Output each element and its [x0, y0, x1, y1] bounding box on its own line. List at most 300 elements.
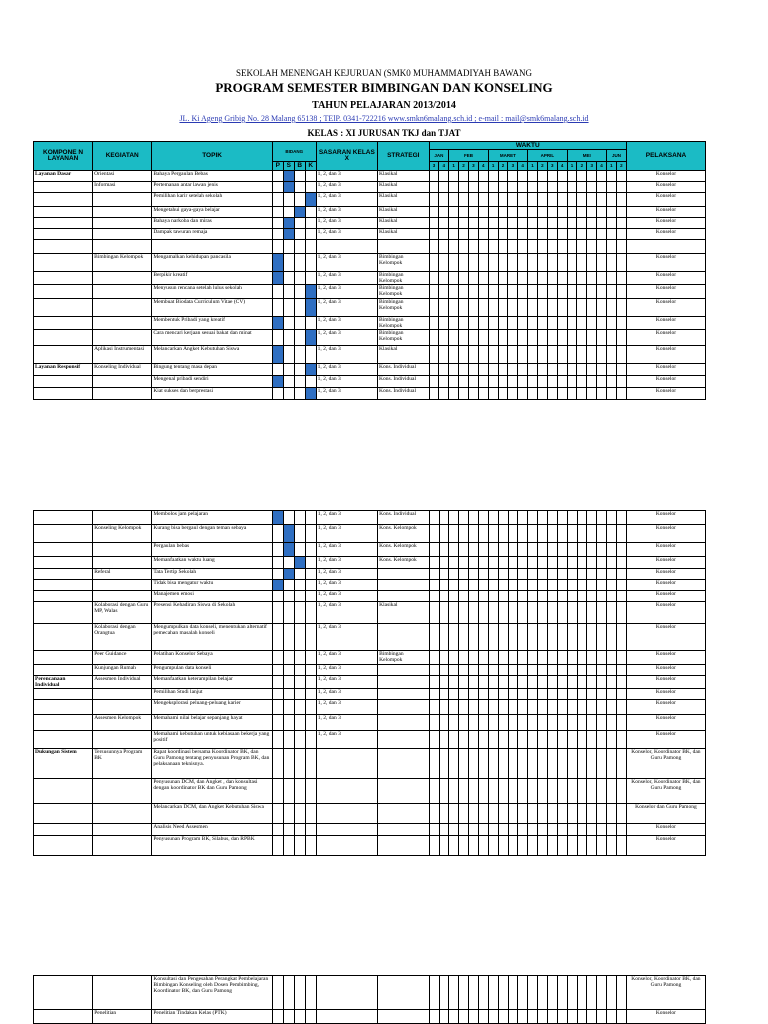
- week-cell: [459, 240, 469, 254]
- week-cell: [459, 731, 469, 749]
- bidang-cell: [283, 364, 294, 376]
- kegiatan-cell: [93, 229, 152, 240]
- bidang-p: P: [272, 162, 283, 171]
- col-waktu: WAKTU: [429, 142, 626, 150]
- bidang-mark: [305, 193, 316, 207]
- week-cell: [577, 193, 587, 207]
- week-cell: [488, 254, 498, 272]
- topik-cell: Penyusunan DCM, dan Angket , dan konsultasi dengan koordinator BK dan Guru Pamong: [152, 779, 273, 804]
- week-cell: [587, 676, 597, 689]
- bidang-cell: [283, 1010, 294, 1024]
- bidang-cell: [305, 543, 316, 557]
- topik-cell: Memahami nilai belajar sepanjang hayat: [152, 715, 273, 731]
- week-cell: [498, 676, 508, 689]
- week-cell: [459, 557, 469, 569]
- week-cell: [469, 700, 479, 715]
- week-cell: [469, 676, 479, 689]
- week-cell: [616, 207, 626, 218]
- bidang-k: K: [305, 162, 316, 171]
- bidang-cell: [272, 779, 283, 804]
- kegiatan-cell: [93, 700, 152, 715]
- sasaran-cell: 1, 2, dan 3: [316, 388, 377, 400]
- week-cell: [616, 689, 626, 700]
- week-cell: [478, 240, 488, 254]
- week-cell: [518, 543, 528, 557]
- week-cell: [587, 240, 597, 254]
- week-cell: [518, 700, 528, 715]
- bidang-mark: [305, 330, 316, 346]
- week-number: 1: [606, 162, 616, 171]
- kegiatan-cell: [93, 511, 152, 525]
- bidang-cell: [294, 193, 305, 207]
- week-cell: [508, 285, 518, 299]
- week-cell: [449, 749, 459, 779]
- bidang-mark: [272, 272, 283, 285]
- week-cell: [449, 731, 459, 749]
- week-cell: [597, 272, 607, 285]
- week-cell: [597, 207, 607, 218]
- week-cell: [478, 700, 488, 715]
- week-cell: [498, 665, 508, 676]
- sasaran-cell: 1, 2, dan 3: [316, 193, 377, 207]
- week-cell: [518, 731, 528, 749]
- week-cell: [478, 330, 488, 346]
- pelaksana-cell: Konselor: [627, 317, 706, 330]
- week-cell: [538, 569, 548, 580]
- week-cell: [449, 182, 459, 193]
- week-cell: [469, 624, 479, 651]
- week-cell: [498, 651, 508, 665]
- bidang-cell: [294, 171, 305, 182]
- bidang-cell: [305, 602, 316, 624]
- pelaksana-cell: Konselor: [626, 715, 705, 731]
- week-cell: [478, 731, 488, 749]
- week-cell: [577, 591, 587, 602]
- table-row: [34, 193, 706, 207]
- pelaksana-cell: Konselor dan Guru Pamong: [626, 804, 705, 824]
- sasaran-cell: 1, 2, dan 3: [316, 651, 377, 665]
- week-cell: [518, 525, 528, 543]
- week-cell: [429, 1010, 439, 1024]
- week-cell: [488, 676, 498, 689]
- komponen-cell: Layanan Responsif: [34, 364, 93, 376]
- week-cell: [478, 651, 488, 665]
- sasaran-cell: 1, 2, dan 3: [316, 207, 377, 218]
- kegiatan-cell: Orientasi: [93, 171, 152, 182]
- bidang-cell: [294, 602, 305, 624]
- week-cell: [459, 207, 469, 218]
- week-cell: [547, 749, 557, 779]
- week-cell: [429, 651, 439, 665]
- week-cell: [478, 299, 488, 317]
- month-maret: MARET: [488, 150, 527, 162]
- pelaksana-cell: Konselor: [626, 580, 705, 591]
- sasaran-cell: 1, 2, dan 3: [316, 580, 377, 591]
- week-cell: [449, 715, 459, 731]
- week-cell: [616, 804, 626, 824]
- topik-cell: Mengamalkan kehidupan pancasila: [152, 254, 273, 272]
- pelaksana-cell: Konselor: [626, 543, 705, 557]
- week-cell: [488, 525, 498, 543]
- week-cell: [577, 824, 587, 836]
- week-cell: [538, 557, 548, 569]
- bidang-cell: [272, 804, 283, 824]
- week-number: 1: [488, 162, 498, 171]
- bidang-mark: [272, 580, 283, 591]
- komponen-cell: Perencanaan Individual: [34, 676, 93, 689]
- week-cell: [518, 624, 528, 651]
- week-cell: [518, 715, 528, 731]
- week-cell: [587, 591, 597, 602]
- week-cell: [429, 779, 439, 804]
- week-cell: [508, 602, 518, 624]
- bidang-cell: [283, 676, 294, 689]
- sasaran-cell: 1, 2, dan 3: [316, 272, 377, 285]
- week-cell: [537, 193, 547, 207]
- week-cell: [498, 804, 508, 824]
- week-cell: [478, 779, 488, 804]
- week-cell: [567, 580, 577, 591]
- topik-cell: Konsultasi dan Pengesahan Perangkat Pembelajaran Bimbingan Konseling oleh Dosen Pembimbing, Koordinator BK, dan Guru Pamong: [152, 976, 273, 1010]
- week-cell: [547, 591, 557, 602]
- week-cell: [537, 364, 547, 376]
- pelaksana-cell: Konselor: [626, 624, 705, 651]
- week-cell: [606, 171, 616, 182]
- week-cell: [468, 254, 478, 272]
- week-cell: [439, 591, 449, 602]
- komponen-cell: [34, 346, 93, 364]
- komponen-cell: [34, 976, 93, 1010]
- bidang-cell: [283, 580, 294, 591]
- week-cell: [449, 836, 459, 856]
- week-cell: [429, 624, 439, 651]
- week-cell: [439, 731, 449, 749]
- bidang-cell: [305, 346, 316, 364]
- week-cell: [439, 824, 449, 836]
- week-cell: [547, 651, 557, 665]
- week-cell: [468, 207, 478, 218]
- week-cell: [528, 689, 538, 700]
- week-cell: [607, 569, 617, 580]
- week-cell: [537, 272, 547, 285]
- week-cell: [538, 624, 548, 651]
- table-row: [34, 388, 706, 400]
- table-row: [34, 285, 706, 299]
- week-cell: [547, 218, 557, 229]
- week-cell: [459, 376, 469, 388]
- week-cell: [459, 824, 469, 836]
- week-cell: [459, 171, 469, 182]
- week-cell: [429, 676, 439, 689]
- week-cell: [567, 569, 577, 580]
- week-cell: [429, 665, 439, 676]
- bidang-cell: [294, 569, 305, 580]
- week-cell: [606, 285, 616, 299]
- week-cell: [528, 330, 538, 346]
- week-cell: [547, 624, 557, 651]
- week-cell: [577, 543, 587, 557]
- week-cell: [518, 299, 528, 317]
- week-cell: [498, 591, 508, 602]
- bidang-mark: [283, 229, 294, 240]
- week-cell: [439, 364, 449, 376]
- komponen-cell: Dukungan Sistem: [34, 749, 93, 779]
- week-cell: [597, 731, 607, 749]
- week-cell: [439, 240, 449, 254]
- week-cell: [597, 804, 607, 824]
- week-cell: [577, 330, 587, 346]
- week-cell: [616, 676, 626, 689]
- week-cell: [498, 569, 508, 580]
- week-cell: [606, 240, 616, 254]
- week-cell: [459, 511, 469, 525]
- week-cell: [557, 689, 567, 700]
- table-row: [34, 557, 706, 569]
- week-cell: [606, 376, 616, 388]
- week-cell: [577, 676, 587, 689]
- week-cell: [478, 254, 488, 272]
- strategi-cell: Klasikal: [378, 193, 430, 207]
- week-cell: [538, 1010, 548, 1024]
- week-cell: [439, 779, 449, 804]
- week-cell: [488, 804, 498, 824]
- week-cell: [468, 171, 478, 182]
- kegiatan-cell: Referal: [93, 569, 152, 580]
- bidang-cell: [305, 665, 316, 676]
- week-cell: [468, 193, 478, 207]
- strategi-cell: Klasikal: [378, 602, 430, 624]
- week-cell: [518, 557, 528, 569]
- week-cell: [597, 388, 607, 400]
- week-cell: [616, 240, 626, 254]
- bidang-cell: [272, 824, 283, 836]
- pelaksana-cell: Konselor: [626, 665, 705, 676]
- pelaksana-cell: Konselor: [626, 511, 705, 525]
- week-cell: [439, 218, 449, 229]
- pelaksana-cell: Konselor, Koordinator BK, dan Guru Pamong: [626, 749, 705, 779]
- bidang-cell: [305, 182, 316, 193]
- week-cell: [557, 171, 567, 182]
- bidang-mark: [272, 254, 283, 272]
- week-cell: [597, 346, 607, 364]
- week-cell: [488, 651, 498, 665]
- week-cell: [498, 299, 508, 317]
- week-cell: [547, 557, 557, 569]
- strategi-cell: [378, 689, 430, 700]
- week-cell: [557, 285, 567, 299]
- week-cell: [607, 731, 617, 749]
- week-cell: [606, 346, 616, 364]
- week-cell: [429, 171, 439, 182]
- week-cell: [518, 511, 528, 525]
- week-cell: [478, 193, 488, 207]
- bidang-cell: [283, 700, 294, 715]
- pelaksana-cell: Konselor: [626, 676, 705, 689]
- week-cell: [587, 665, 597, 676]
- week-cell: [488, 749, 498, 779]
- week-cell: [607, 557, 617, 569]
- strategi-cell: [378, 240, 430, 254]
- week-cell: [597, 364, 607, 376]
- week-cell: [587, 779, 597, 804]
- bidang-cell: [272, 525, 283, 543]
- pelaksana-cell: Konselor, Koordinator BK, dan Guru Pamong: [626, 976, 705, 1010]
- week-cell: [469, 591, 479, 602]
- week-cell: [508, 182, 518, 193]
- kegiatan-cell: [93, 207, 152, 218]
- week-cell: [597, 218, 607, 229]
- week-cell: [459, 779, 469, 804]
- sasaran-cell: 1, 2, dan 3: [316, 182, 377, 193]
- komponen-cell: [34, 330, 93, 346]
- schedule-table-part-3: [33, 975, 706, 1024]
- week-cell: [616, 193, 626, 207]
- week-cell: [616, 1010, 626, 1024]
- week-cell: [567, 388, 577, 400]
- week-cell: [538, 676, 548, 689]
- week-cell: [597, 317, 607, 330]
- week-cell: [459, 330, 469, 346]
- week-cell: [459, 525, 469, 543]
- week-cell: [518, 240, 528, 254]
- week-cell: [557, 731, 567, 749]
- bidang-mark: [294, 557, 305, 569]
- week-cell: [567, 254, 577, 272]
- strategi-cell: Bimbingan Kelompok: [378, 299, 430, 317]
- week-cell: [508, 525, 518, 543]
- week-cell: [478, 602, 488, 624]
- week-number: 4: [557, 162, 567, 171]
- week-cell: [567, 240, 577, 254]
- week-cell: [518, 218, 528, 229]
- week-cell: [606, 218, 616, 229]
- week-cell: [449, 376, 459, 388]
- bidang-cell: [305, 525, 316, 543]
- strategi-cell: [378, 836, 430, 856]
- week-cell: [518, 317, 528, 330]
- week-cell: [607, 689, 617, 700]
- week-cell: [508, 254, 518, 272]
- week-cell: [459, 317, 469, 330]
- topik-cell: Analisis Need Assesmen: [152, 824, 273, 836]
- strategi-cell: Bimbingan Kelompok: [378, 651, 430, 665]
- week-cell: [567, 824, 577, 836]
- week-cell: [567, 715, 577, 731]
- week-cell: [468, 182, 478, 193]
- week-cell: [528, 824, 538, 836]
- week-cell: [469, 689, 479, 700]
- pelaksana-cell: Konselor: [626, 651, 705, 665]
- week-cell: [439, 624, 449, 651]
- week-cell: [478, 272, 488, 285]
- sasaran-cell: 1, 2, dan 3: [316, 569, 377, 580]
- week-cell: [547, 376, 557, 388]
- week-cell: [488, 1010, 498, 1024]
- week-cell: [547, 976, 557, 1010]
- week-cell: [567, 193, 577, 207]
- week-cell: [547, 804, 557, 824]
- week-cell: [537, 330, 547, 346]
- week-cell: [538, 749, 548, 779]
- week-cell: [459, 624, 469, 651]
- week-cell: [616, 388, 626, 400]
- week-cell: [429, 207, 439, 218]
- bidang-cell: [305, 580, 316, 591]
- komponen-cell: [34, 700, 93, 715]
- kegiatan-cell: Penelitian: [93, 1010, 152, 1024]
- week-cell: [597, 182, 607, 193]
- col-kegiatan: KEGIATAN: [93, 142, 152, 171]
- bidang-cell: [305, 689, 316, 700]
- week-cell: [488, 285, 498, 299]
- week-cell: [587, 569, 597, 580]
- week-cell: [587, 557, 597, 569]
- week-cell: [547, 569, 557, 580]
- week-cell: [528, 665, 538, 676]
- week-cell: [616, 715, 626, 731]
- topik-cell: Melancarkan DCM, dan Angket Kebutuhan Siswa: [152, 804, 273, 824]
- week-cell: [538, 731, 548, 749]
- week-cell: [616, 182, 626, 193]
- bidang-cell: [272, 976, 283, 1010]
- week-cell: [528, 580, 538, 591]
- bidang-cell: [294, 317, 305, 330]
- week-cell: [616, 254, 626, 272]
- week-cell: [557, 976, 567, 1010]
- week-cell: [449, 207, 459, 218]
- topik-cell: Membuat Biodata Curriculum Vitae (CV): [152, 299, 273, 317]
- week-number: 1: [449, 162, 459, 171]
- week-cell: [577, 364, 587, 376]
- week-cell: [439, 651, 449, 665]
- kegiatan-cell: [93, 836, 152, 856]
- week-cell: [616, 317, 626, 330]
- week-cell: [469, 665, 479, 676]
- pelaksana-cell: Konselor: [627, 207, 706, 218]
- bidang-cell: [294, 511, 305, 525]
- week-cell: [577, 557, 587, 569]
- pelaksana-cell: Konselor: [627, 254, 706, 272]
- week-cell: [557, 580, 567, 591]
- week-cell: [547, 330, 557, 346]
- sasaran-cell: 1, 2, dan 3: [316, 731, 377, 749]
- bidang-cell: [272, 731, 283, 749]
- week-cell: [478, 836, 488, 856]
- bidang-cell: [305, 254, 316, 272]
- week-cell: [557, 346, 567, 364]
- table-row: [34, 299, 706, 317]
- sasaran-cell: 1, 2, dan 3: [316, 700, 377, 715]
- kegiatan-cell: [93, 591, 152, 602]
- week-cell: [557, 182, 567, 193]
- week-cell: [508, 388, 518, 400]
- bidang-cell: [294, 580, 305, 591]
- week-cell: [439, 193, 449, 207]
- bidang-cell: [294, 229, 305, 240]
- week-cell: [498, 749, 508, 779]
- strategi-cell: [378, 779, 430, 804]
- week-cell: [528, 731, 538, 749]
- week-cell: [439, 346, 449, 364]
- bidang-cell: [294, 676, 305, 689]
- week-cell: [488, 976, 498, 1010]
- bidang-mark: [272, 346, 283, 364]
- week-cell: [508, 229, 518, 240]
- week-cell: [587, 976, 597, 1010]
- week-cell: [587, 171, 597, 182]
- bidang-cell: [305, 749, 316, 779]
- school-address-link[interactable]: JL. Ki Ageng Gribig No. 28 Malang 65138 ; TElP. 0341-722216 www.smkn6malang.sch.id ; e-mail : mail@smk6malang.sch.id: [179, 114, 589, 123]
